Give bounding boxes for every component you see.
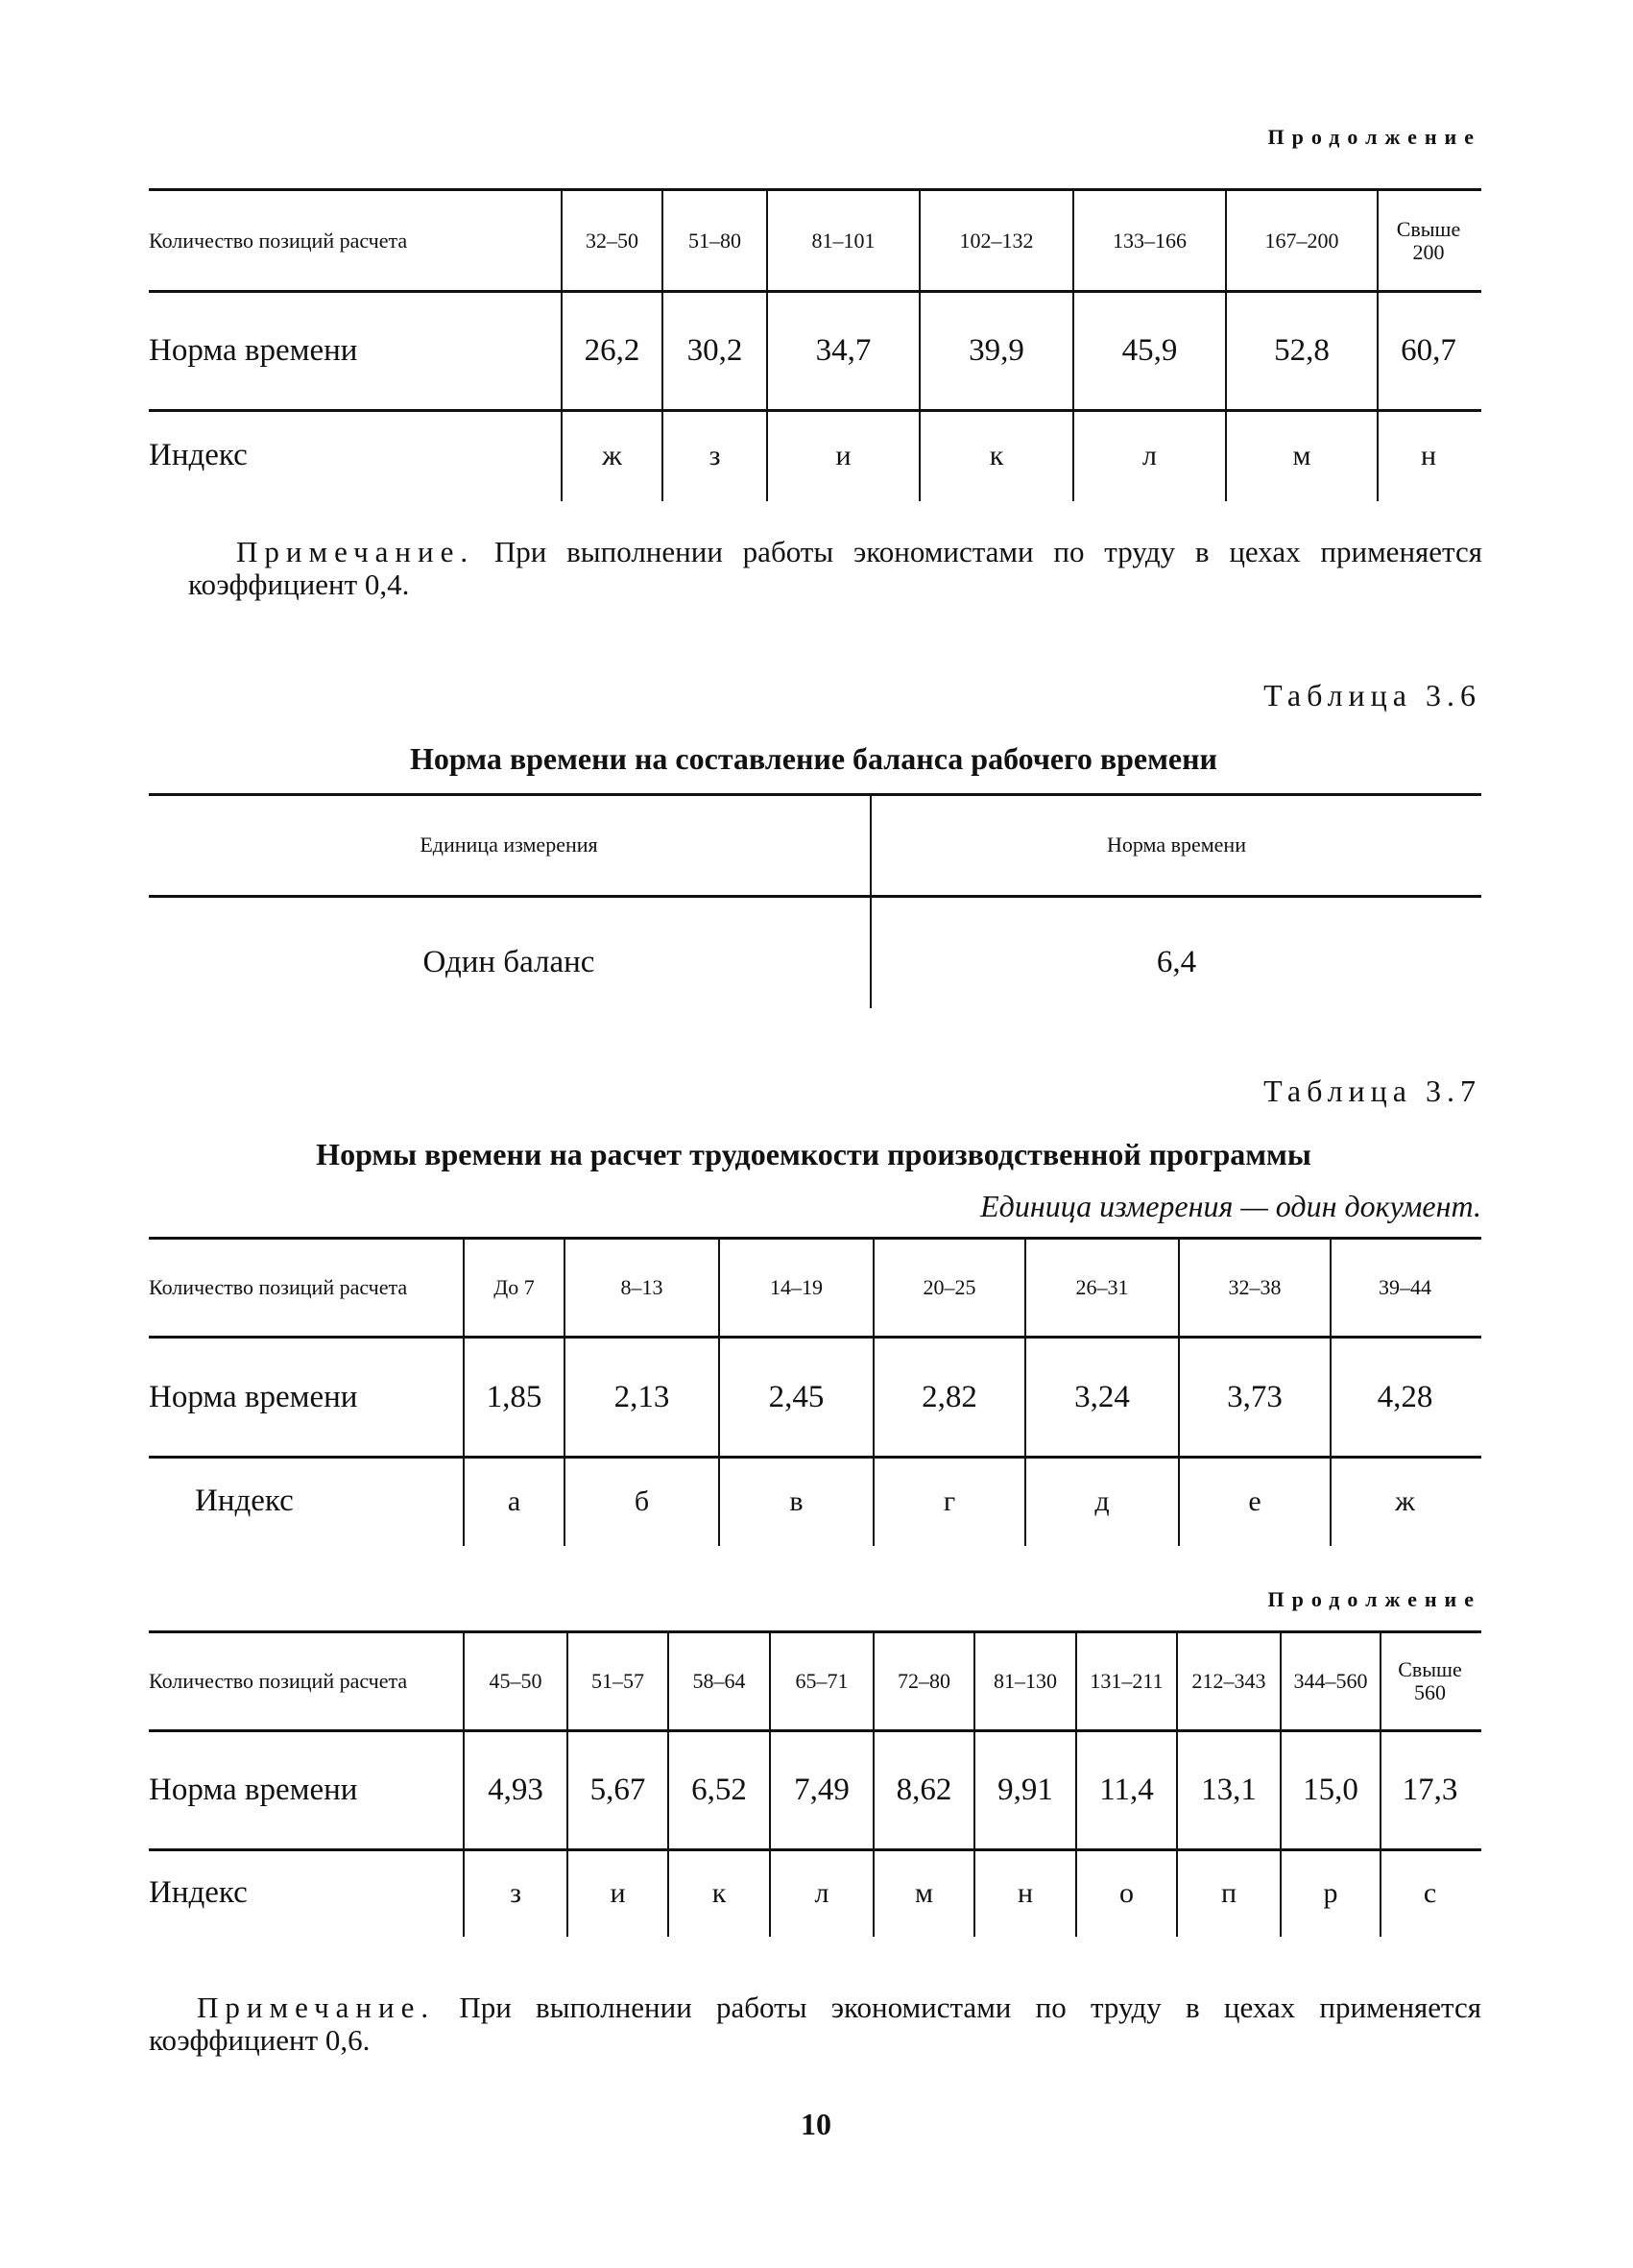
index-cell: е: [1248, 1484, 1261, 1517]
index-cell: м: [1292, 439, 1311, 471]
index-cell: с: [1423, 1876, 1437, 1909]
index-cell: л: [814, 1876, 829, 1909]
column-header: 58–64: [692, 1669, 746, 1693]
column-header: 32–38: [1228, 1275, 1282, 1299]
column-header: 81–130: [994, 1669, 1057, 1693]
unit-of-measure: Единица измерения — один документ.: [980, 1189, 1481, 1223]
norm-cell: 2,13: [613, 1379, 670, 1414]
index-cell: ж: [602, 439, 622, 471]
column-header: 51–80: [688, 228, 741, 253]
row-header: Количество позиций расчета: [149, 228, 408, 253]
index-cell: к: [711, 1876, 727, 1909]
norm-cell: 11,4: [1099, 1773, 1154, 1807]
index-cell: р: [1323, 1876, 1338, 1909]
index-cell: б: [634, 1484, 650, 1517]
index-cell: з: [708, 439, 721, 471]
column-header: Свыше 200: [1396, 216, 1461, 264]
norm-cell: 2,82: [922, 1379, 977, 1414]
column-header: 26–31: [1075, 1275, 1129, 1299]
note-lead: Примечание.: [197, 1991, 436, 2024]
index-cell: и: [835, 439, 852, 471]
index-cell: в: [789, 1484, 804, 1517]
column-header: Единица измерения: [420, 832, 598, 857]
norm-cell: 4,93: [488, 1773, 543, 1807]
table-cell: Один баланс: [422, 945, 595, 979]
index-cell: м: [915, 1876, 933, 1909]
norm-cell: 30,2: [686, 333, 743, 368]
column-header: 39–44: [1379, 1275, 1431, 1299]
note-text: При выполнении работы экономистами по труду в цехах применяется коэффициент 0,4.: [188, 535, 1482, 601]
column-header: 102–132: [959, 228, 1034, 253]
norm-cell: 17,3: [1402, 1773, 1458, 1807]
column-header: До 7: [493, 1275, 535, 1299]
row-header: Индекс: [149, 438, 248, 472]
continuation-label: Продолжение: [1267, 1587, 1481, 1611]
column-header: 45–50: [489, 1669, 542, 1693]
index-cell: д: [1094, 1484, 1110, 1517]
column-header: 167–200: [1264, 228, 1339, 253]
table-3-7-label: Таблица 3.7: [1263, 1074, 1481, 1108]
norm-cell: 8,62: [896, 1773, 952, 1807]
column-header: 20–25: [923, 1275, 976, 1299]
table-cell: 6,4: [1156, 945, 1197, 979]
index-cell: з: [510, 1876, 521, 1909]
index-cell: н: [1420, 439, 1437, 471]
column-header: 8–13: [620, 1275, 663, 1299]
index-cell: ж: [1395, 1484, 1415, 1517]
norm-cell: 6,52: [691, 1773, 747, 1807]
norm-cell: 5,67: [589, 1773, 646, 1807]
index-cell: а: [507, 1484, 521, 1517]
row-header: Норма времени: [149, 333, 358, 368]
column-header: 212–343: [1191, 1669, 1266, 1693]
index-cell: н: [1017, 1876, 1034, 1909]
column-header: 81–101: [811, 228, 876, 253]
index-cell: к: [989, 439, 1004, 471]
norm-cell: 1,85: [486, 1379, 542, 1414]
norm-cell: 45,9: [1121, 333, 1178, 368]
column-header: 14–19: [770, 1275, 823, 1299]
column-header: 51–57: [591, 1669, 644, 1693]
index-cell: г: [943, 1484, 956, 1517]
norm-cell: 52,8: [1274, 333, 1330, 368]
note-2: [149, 1991, 1481, 2057]
continuation-label: Продолжение: [1267, 125, 1481, 149]
row-header: Индекс: [149, 1875, 248, 1910]
column-header: 65–71: [795, 1669, 849, 1693]
norm-cell: 7,49: [794, 1773, 850, 1807]
norm-cell: 60,7: [1401, 333, 1456, 368]
note-1: [188, 536, 1482, 601]
norm-cell: 26,2: [584, 333, 640, 368]
column-header: Свыше 560: [1398, 1657, 1462, 1704]
column-header: 133–166: [1113, 228, 1187, 253]
norm-cell: 39,9: [969, 333, 1024, 368]
column-header: Норма времени: [1107, 832, 1246, 857]
norm-cell: 4,28: [1377, 1379, 1433, 1414]
column-header: 344–560: [1293, 1669, 1368, 1693]
norm-cell: 3,24: [1074, 1379, 1130, 1414]
norm-cell: 9,91: [997, 1773, 1053, 1807]
index-cell: л: [1142, 439, 1157, 471]
norm-cell: 2,45: [768, 1379, 825, 1414]
note-lead: Примечание.: [236, 535, 475, 568]
index-cell: о: [1119, 1876, 1134, 1909]
norm-cell: 34,7: [815, 333, 872, 368]
table-3-7-title: Нормы времени на расчет трудоемкости производственной программы: [316, 1137, 1311, 1171]
row-header: Норма времени: [149, 1773, 358, 1807]
norm-cell: 3,73: [1227, 1379, 1283, 1414]
row-header: Индекс: [195, 1484, 294, 1518]
table-3-6-title: Норма времени на составление баланса рабочего времени: [410, 741, 1217, 776]
norm-cell: 13,1: [1201, 1773, 1257, 1807]
page-number: 10: [801, 2107, 831, 2141]
column-header: 72–80: [898, 1669, 950, 1693]
row-header: Количество позиций расчета: [149, 1669, 408, 1693]
table-3-6-label: Таблица 3.6: [1263, 678, 1481, 712]
row-header: Количество позиций расчета: [149, 1275, 408, 1299]
column-header: 131–211: [1090, 1669, 1164, 1693]
row-header: Норма времени: [149, 1379, 358, 1414]
norm-cell: 15,0: [1303, 1773, 1358, 1807]
index-cell: и: [610, 1876, 626, 1909]
note-text: При выполнении работы экономистами по труду в цехах применяется коэффициент 0,6.: [149, 1991, 1481, 2057]
index-cell: п: [1220, 1876, 1237, 1909]
column-header: 32–50: [586, 228, 638, 253]
